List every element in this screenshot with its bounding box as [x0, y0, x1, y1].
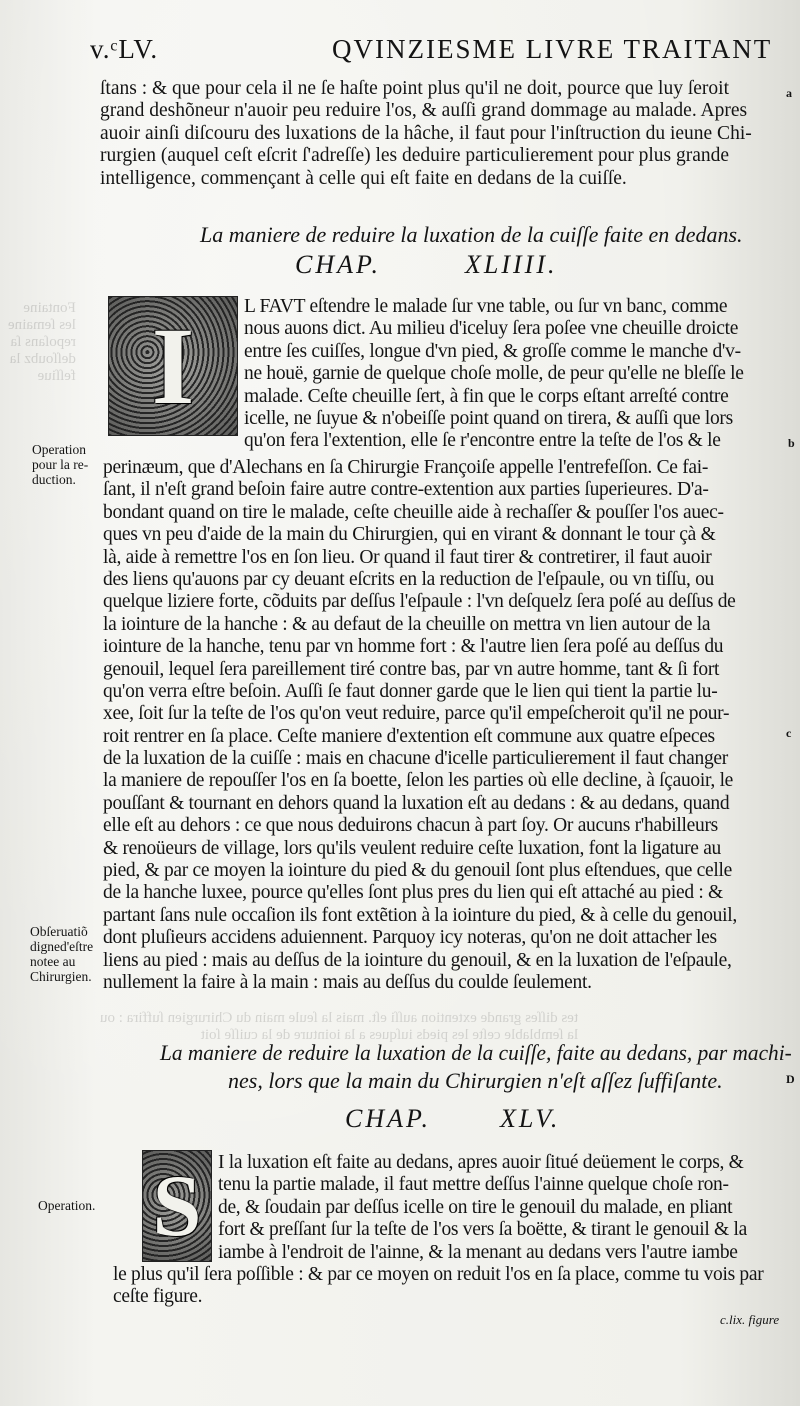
text-line: fort & preſſant ſur la teſte de l'os vers ſa boëtte, & tirant le genouil & la [218, 1219, 747, 1241]
text-line: genouil, lequel ſera pareillement tiré contre bas, par vn autre homme, tant & ſi fort [103, 658, 720, 680]
text-line: malade. Ceſte cheuille ſert, à fin que le corps eſtant arreſté contre [244, 385, 729, 407]
chapter-45-title-line-1: La maniere de reduire la luxation de la cuiſſe, faite au dedans, par machi- [160, 1040, 792, 1065]
edge-letter-a: a [786, 86, 792, 100]
text-line: tenu la partie malade, il faut mettre deſſus l'ainne quelque choſe ron- [218, 1174, 729, 1196]
text-line: ſant, il n'eſt grand beſoin faire autre contre-extention aux parties ſuperieures. D'a- [103, 479, 709, 501]
text-line: de, & ſoudain par deſſus icelle on tire le genouil du malade, en pliant [218, 1196, 733, 1218]
text-line: de la luxation de la cuiſſe : mais en chacune d'icelle particulierement il faut changer [103, 748, 728, 770]
dropcap-letter-i: I [109, 297, 237, 435]
text-line: de la hanche luxee, pource qu'elles ſont plus pres du lien qui eſt attaché au pied : & [103, 882, 723, 904]
edge-letter-b: b [788, 436, 795, 450]
text-line: nullement la faire à la main : mais au deſſus du coulde ſeulement. [103, 971, 592, 993]
text-line: nous auons dict. Au milieu d'iceluy ſera poſee vne cheuille droicte [244, 318, 739, 340]
text-line: dont pluſieurs accidens aduiennent. Parquoy icy noteras, qu'on ne doit attacher les [103, 927, 717, 949]
margin-note-observation [30, 924, 93, 984]
chapter-45-heading-number: XLV. [500, 1104, 561, 1133]
text-line: icelle, ne ſuyue & n'obeiſſe point quand on tirera, & auſſi que lors [244, 407, 733, 429]
margin-note-line: Chirurgien. [30, 969, 92, 984]
chapter-44-body [103, 457, 737, 994]
margin-note-line: notee au [30, 954, 76, 969]
margin-note-line: duction. [32, 472, 76, 487]
chapter-44-opening [244, 296, 744, 453]
text-line: partant ſans nule occaſion ils font extẽtion à la iointure du pied, & à celle du genouil, [103, 904, 737, 926]
running-title: QVINZIESME LIVRE TRAITANT [332, 34, 773, 64]
text-line: perinæum, que d'Alechans en ſa Chirurgie Françoiſe appelle l'entrefeſſon. Ce fai- [103, 457, 709, 478]
text-line: quelque liziere forte, cõduits par deſſus l'eſpaule : l'vn deſquelz ſera poſé au deſſus de [103, 591, 736, 613]
margin-note-operation-2 [38, 1198, 95, 1213]
margin-note-line: Operation. [38, 1198, 96, 1213]
text-line: & renoüeurs de village, lors qu'ils veulent reduire ceſte luxation, font la ligature au [103, 837, 722, 859]
edge-letter-d: D [786, 1072, 795, 1086]
text-line: iointure de la hanche, tenu par vn homme fort : & l'autre lien ſera poſé au deſſus du [103, 636, 724, 658]
text-line: I la luxation eſt faite au dedans, apres auoir ſitué deüement le corps, & [218, 1152, 744, 1173]
margin-note-line: Obſeruatiõ [30, 924, 88, 939]
text-line: le plus qu'il ſera poſſible : & par ce moyen on reduit l'os en ſa place, comme tu vois par [113, 1264, 764, 1285]
text-line: qu'on verra eſtre beſoin. Auſſi ſe faut donner garde que le lien qui tient la partie lu- [103, 680, 718, 702]
text-line: grand deshõneur n'auoir peu reduire l'os, & auſſi grand dommage au malade. Apres [100, 100, 748, 122]
text-line: là, aide à remettre l'os en ſon lieu. Or quand il faut tirer & contretirer, il faut auoir [103, 546, 712, 568]
text-line: iambe à l'endroit de l'ainne, & la menant au dedans vers l'autre iambe [218, 1241, 738, 1263]
chapter-44-title: La maniere de reduire la luxation de la cuiſſe faite en dedans. [200, 222, 743, 247]
text-line: intelligence, commençant à celle qui eſt faite en dedans de la cuiſſe. [100, 167, 627, 189]
text-line: L FAVT eſtendre le malade ſur vne table, ou ſur vn banc, comme [244, 296, 728, 317]
text-line: ques vn peu d'aide de la main du Chirurgien, qui en virant & donnant le tour çà & [103, 524, 716, 546]
text-line: des liens qu'auons par cy deuant eſcrits en la reduction de l'eſpaule, ou vn tiſſu, ou [103, 568, 715, 590]
margin-note-line: digned'eſtre [30, 939, 94, 954]
chapter-44-dropcap [108, 296, 238, 436]
intro-paragraph [100, 78, 752, 190]
chapter-45-title-line-2: nes, lors que la main du Chirurgien n'eſt aſſez ſuffiſante. [228, 1068, 723, 1093]
text-line: ne houë, garnie de quelque choſe molle, de peur qu'elle ne bleſſe le [244, 363, 744, 385]
text-line: auoir ainſi diſcouru des luxations de la hâche, il faut pour l'inſtruction du ieune Chi- [100, 122, 752, 144]
text-line: pouſſant & tournant en dehors quand la luxation eſt au dedans : & au dedans, quand [103, 792, 730, 814]
show-through-left: Fontaine les ſemaine repoſans ſa deſſoubz la feſſiue [8, 300, 76, 384]
chapter-45-opening [218, 1152, 747, 1264]
text-line: entre ſes cuiſſes, longue d'vn pied, & groſſe comme le manche d'v- [244, 340, 741, 362]
folio-number: v.ᶜLV. [90, 34, 159, 64]
text-line: liens au pied : mais au deſſus de la iointure du genouil, & en la luxation de l'eſpaule, [103, 949, 732, 971]
chapter-45-dropcap [142, 1150, 212, 1262]
text-line: elle eſt au dehors : ce que nous deduirons chacun à part ſoy. Or aucuns r'habilleurs [103, 815, 718, 837]
margin-note-line: pour la re- [32, 457, 89, 472]
text-line: ſtans : & que pour cela il ne ſe haſte point plus qu'il ne doit, pource que luy ſeroit [100, 78, 729, 99]
text-line: roit rentrer en ſa place. Ceſte maniere d'extention eſt commune aux quatre eſpeces [103, 725, 715, 747]
chapter-44-heading-word: CHAP. [295, 250, 382, 279]
chapter-45-heading-word: CHAP. [345, 1104, 432, 1133]
show-through-bottom: tes diſſes grande extention auſſi eſt. mais la ſeule main du Chirurgien ſuffira : ou la ſemblable ceſte les pieds iuſques a la iointure de la cuiſſe ſoit [100, 1010, 579, 1043]
edge-letter-c: c [786, 726, 792, 740]
text-line: rurgien (auquel ceſt eſcrit ſ'adreſſe) les deduire particulierement pour plus grande [100, 145, 730, 167]
text-line: la maniere de repouſſer l'os en ſa boette, ſelon les parties où elle decline, à ſçauoir, le [103, 770, 734, 792]
chapter-44-heading-number: XLIIII. [465, 250, 558, 279]
margin-note-line: Operation [32, 442, 86, 457]
text-line: pied, & par ce moyen la iointure du pied & du genouil ſont plus eſtendues, que celle [103, 860, 732, 882]
margin-note-operation [32, 442, 88, 487]
chapter-45-body [113, 1264, 763, 1309]
text-line: xee, ſoit ſur la teſte de l'os qu'on veut reduire, parce qu'il empeſcheroit qu'il ne pour- [103, 703, 730, 725]
text-line: qu'on fera l'extention, elle ſe r'encontre entre la teſte de l'os & le [244, 430, 721, 452]
text-line: bondant quand on tire le malade, ceſte cheuille aide à rechaſſer & pouſſer l'os auec- [103, 501, 724, 523]
text-line: la iointure de la hanche : & au defaut de la cheuille on mettra vn lien autour de la [103, 613, 711, 635]
dropcap-letter-s: S [143, 1151, 211, 1261]
figure-reference: c.lix. figure [720, 1312, 780, 1327]
text-line: ceſte figure. [113, 1286, 203, 1308]
